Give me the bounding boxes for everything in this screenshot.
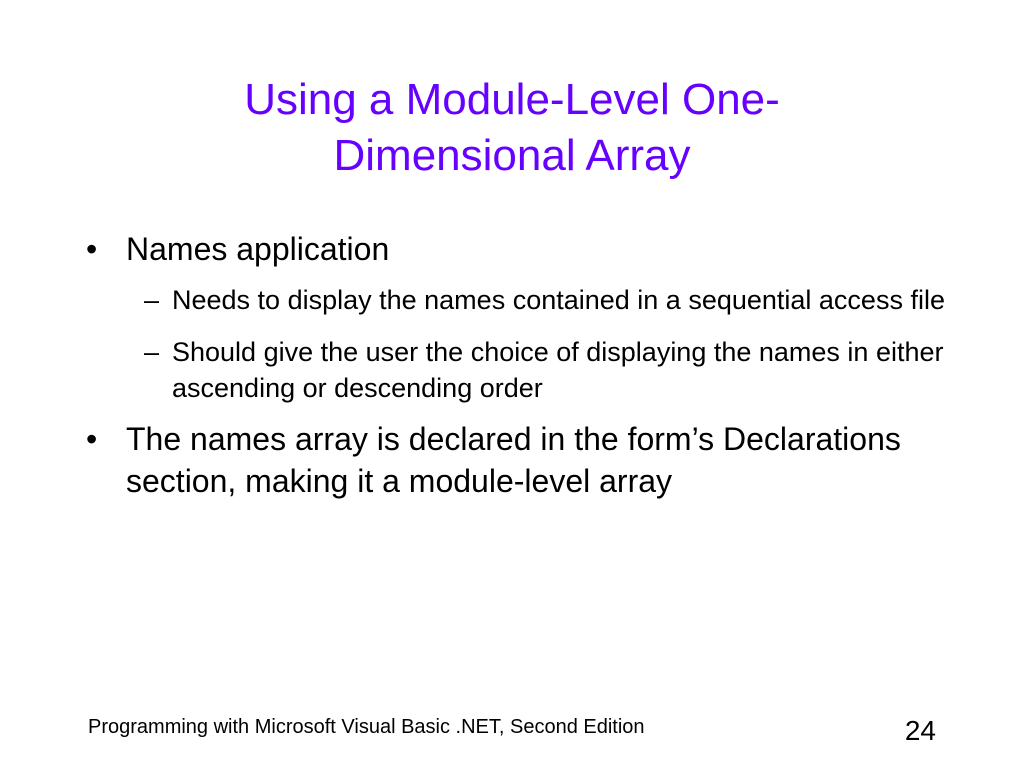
slide-title-line-2: Dimensional Array [333, 131, 691, 180]
sub-bullet-marker: – [144, 337, 160, 367]
bullet-text: Names application [126, 231, 390, 267]
bullet-item [86, 418, 946, 502]
slide-title-line-1: Using a Module-Level One- [244, 75, 780, 124]
sub-bullet-marker: – [144, 285, 160, 315]
slide-body [86, 228, 946, 502]
bullet-marker: • [86, 231, 98, 267]
sub-bullet-item [86, 282, 946, 318]
slide-title [112, 72, 912, 184]
slide-footer: Programming with Microsoft Visual Basic .NET, Second Edition [88, 716, 645, 738]
bullet-marker: • [86, 421, 98, 457]
sub-bullet-item [86, 334, 946, 406]
page-number: 24 [904, 715, 936, 746]
sub-bullet-text: Should give the user the choice of displaying the names in either ascending or descending order [172, 337, 944, 403]
sub-bullet-text: Needs to display the names contained in a sequential access file [172, 285, 945, 315]
bullet-text: The names array is declared in the form’s Declarations section, making it a module-level array [126, 421, 901, 499]
bullet-item [86, 228, 946, 270]
